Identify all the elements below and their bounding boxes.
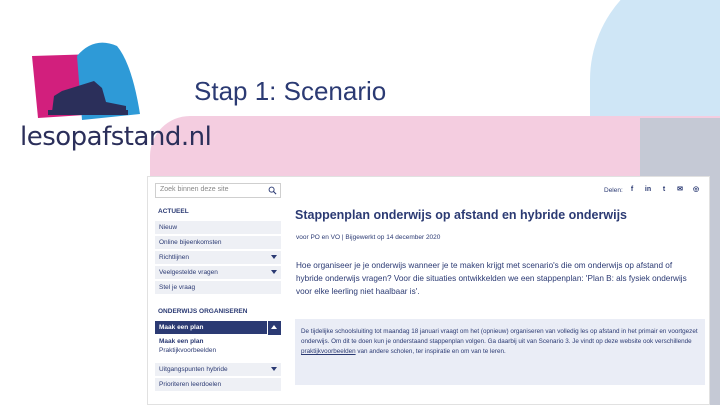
linkedin-icon[interactable]: in	[644, 186, 652, 193]
chevron-down-icon[interactable]	[271, 367, 277, 371]
twitter-icon[interactable]: t	[662, 186, 666, 193]
search-input[interactable]: Zoek binnen deze site	[160, 186, 229, 193]
menu-item-veelgestelde-vragen[interactable]	[155, 265, 281, 279]
mail-icon[interactable]: ✉	[677, 186, 683, 193]
article-title: Stappenplan onderwijs op afstand en hybride onderwijs	[295, 208, 627, 222]
submenu-item-praktijkvoorbeelden[interactable]: Praktijkvoorbeelden	[159, 347, 217, 354]
article-meta: voor PO en VO | Bijgewerkt op 14 december 2020	[296, 234, 441, 241]
article-lead: Hoe organiseer je je onderwijs wanneer je te maken krijgt met scenario's die om onderwijs op afstand of hybride onderwijs vragen? Voor die situaties ontwikkelden we een stappenplan: 'Plan B: als fysiek onderwijs voor elke leerling niet haalbaar is'.	[296, 261, 687, 296]
search-box[interactable]	[155, 183, 281, 198]
website-screenshot	[147, 176, 710, 405]
notice-text	[301, 327, 699, 357]
menu-item-richtlijnen[interactable]	[155, 250, 281, 264]
section-label-actueel: ACTUEEL	[158, 208, 189, 215]
whatsapp-icon[interactable]: ◎	[692, 186, 700, 193]
menu-item-label: Veelgestelde vragen	[159, 269, 218, 276]
logo-text: lesopafstand.nl	[20, 122, 212, 152]
chevron-down-icon[interactable]	[271, 255, 277, 259]
notice-text-part2: van andere scholen, ter inspiratie en om van te leren.	[355, 348, 506, 355]
menu-item-prioriteren-leerdoelen[interactable]	[155, 377, 281, 391]
chevron-up-icon	[271, 325, 277, 329]
menu-item-maak-een-plan[interactable]	[155, 320, 281, 334]
menu-item-nieuw[interactable]	[155, 220, 281, 234]
search-icon[interactable]	[268, 186, 277, 195]
facebook-icon[interactable]: f	[630, 186, 634, 193]
praktijkvoorbeelden-link[interactable]: praktijkvoorbeelden	[301, 348, 356, 355]
menu-item-label: Maak een plan	[159, 324, 204, 331]
section-label-onderwijs: ONDERWIJS ORGANISEREN	[158, 308, 248, 315]
menu-item-label: Prioriteren leerdoelen	[159, 381, 222, 388]
submenu-title[interactable]: Maak een plan	[159, 338, 204, 345]
notice-text-part1: De tijdelijke schoolsluiting tot maandag 18 januari vraagt om het (opnieuw) organiseren van volledig les op afstand in het primair en voortgezet onderwijs. Om dit te doen kun je onderstaand stappenplan volgen. Ga daarbij uit van Scenario 3. Je vindt op deze website ook verschillende	[301, 328, 698, 345]
menu-item-label: Richtlijnen	[159, 254, 189, 261]
notice-box	[295, 319, 705, 385]
menu-item-uitgangspunten-hybride[interactable]	[155, 362, 281, 376]
chevron-down-icon[interactable]	[271, 270, 277, 274]
menu-item-label: Nieuw	[159, 224, 178, 231]
menu-item-label: Uitgangspunten hybride	[159, 366, 228, 373]
collapse-toggle[interactable]	[267, 321, 281, 335]
menu-item-label: Online bijeenkomsten	[159, 239, 222, 246]
menu-item-online-bijeenkomsten[interactable]	[155, 235, 281, 249]
menu-item-stel-je-vraag[interactable]	[155, 280, 281, 294]
menu-item-label: Stel je vraag	[159, 284, 196, 291]
share-label: Delen:	[604, 187, 623, 194]
slide-title: Stap 1: Scenario	[194, 76, 387, 106]
